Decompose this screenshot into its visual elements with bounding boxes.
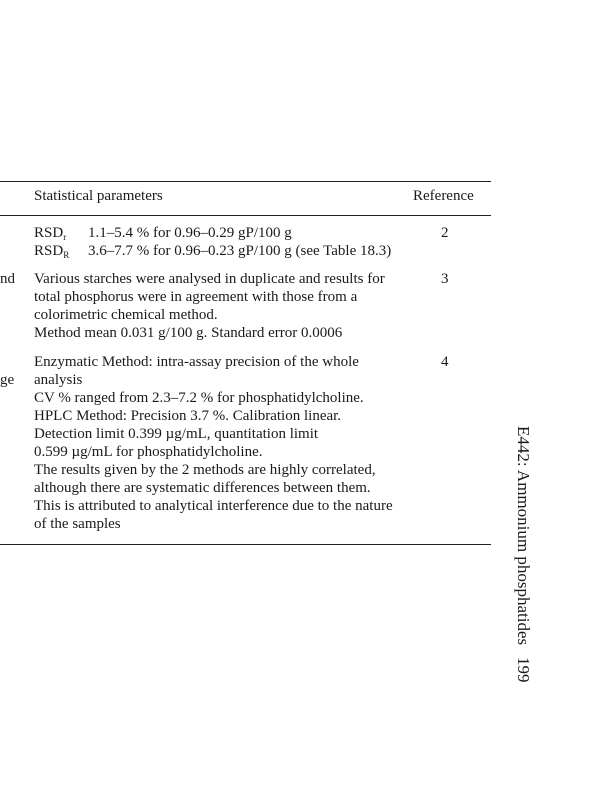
running-head: E442: Ammonium phosphatides [514,426,533,646]
rsd-r-subscript: r [63,232,67,242]
text-line: 0.599 µg/mL for phosphatidylcholine. [34,444,263,460]
text-line: although there are systematic differences between them. [34,480,371,496]
reference-number-row-2: 3 [441,271,449,287]
text-line: analysis [34,372,83,388]
text-line: of the samples [34,516,121,532]
cropped-left-text-row-3: ge [0,372,15,388]
rsd-R-subscript: R [63,250,70,260]
text-line: This is attributed to analytical interference due to the nature [34,498,393,514]
table-top-rule [0,181,491,182]
rsd-R-label: RSD [34,243,64,259]
cropped-left-text-row-2: nd [0,271,15,287]
row-3-statistical-text [34,353,393,533]
table-header-rule [0,215,491,216]
table-bottom-rule [0,544,491,545]
text-line: Various starches were analysed in duplicate and results for [34,271,385,287]
text-line: The results given by the 2 methods are highly correlated, [34,462,376,478]
page-number: 199 [514,657,533,683]
text-line: total phosphorus were in agreement with those from a [34,289,358,305]
reference-number-row-1: 2 [441,225,449,241]
text-line: CV % ranged from 2.3–7.2 % for phosphatidylcholine. [34,390,364,406]
rsd-r-value: 1.1–5.4 % for 0.96–0.29 gP/100 g [88,225,292,241]
reference-number-row-3: 4 [441,354,449,370]
text-line: HPLC Method: Precision 3.7 %. Calibration linear. [34,408,342,424]
rsd-R-line [34,242,392,264]
text-line: Method mean 0.031 g/100 g. Standard error 0.0006 [34,325,343,341]
text-line: colorimetric chemical method. [34,307,218,323]
text-line: Enzymatic Method: intra-assay precision of the whole [34,354,359,370]
row-2-statistical-text [34,270,385,342]
text-line: Detection limit 0.399 µg/mL, quantitation limit [34,426,319,442]
column-header-reference: Reference [413,188,474,204]
rsd-r-label: RSD [34,225,64,241]
column-header-statistical-parameters: Statistical parameters [34,188,163,204]
rsd-R-value: 3.6–7.7 % for 0.96–0.23 gP/100 g (see Table 18.3) [88,243,392,259]
